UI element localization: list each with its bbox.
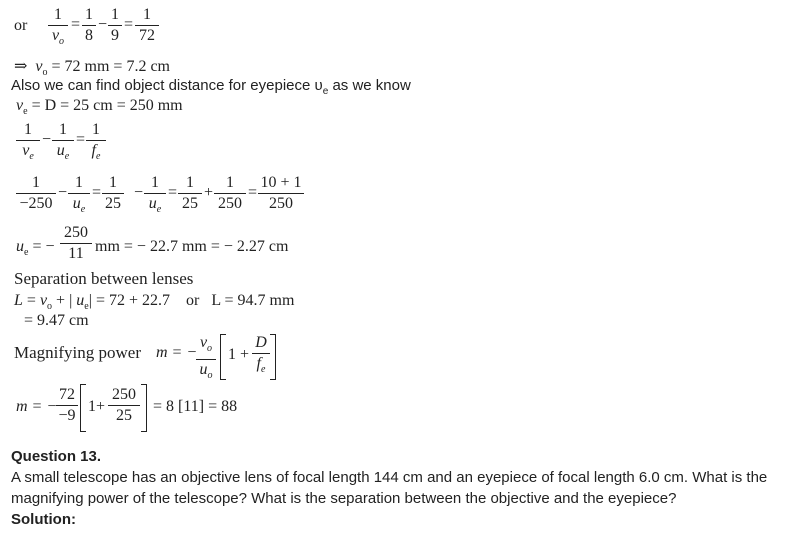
- object-distance-sentence: Also we can find object distance for eyepiece $\upsilon_e$ as we know: [11, 77, 411, 97]
- fraction-250-over-11: 250 11: [60, 224, 92, 263]
- m-result: = 8 [11] = 88: [153, 398, 238, 415]
- fraction-1-over-fe: 1 $f_e$: [86, 121, 106, 166]
- magnifying-power-heading: Magnifying power: [14, 343, 142, 362]
- fraction-1-over-ve: 1 $v_e$: [16, 121, 40, 166]
- fraction-1-over-ue-3: 1 $u_e$: [144, 174, 166, 219]
- fraction-1-over-9: 1 9: [108, 6, 122, 45]
- fraction-250-over-25: 250 25: [108, 386, 140, 425]
- vo-result: ⇒ $v_o = 72$ mm = 7.2 cm: [14, 58, 170, 79]
- fraction-1-over-ue: 1 $u_e$: [52, 121, 74, 166]
- separation-heading: Separation between lenses: [14, 269, 194, 288]
- m-lhs-2: m = −: [16, 398, 58, 415]
- m-lhs: m = −: [156, 344, 198, 361]
- ue-result: mm = − 22.7 mm = − 2.27 cm: [95, 238, 289, 255]
- ue-lhs: $u_e$ = −: [16, 238, 55, 259]
- fraction-1-over-72: 1 72: [135, 6, 159, 45]
- solution-label: Solution:: [11, 511, 76, 528]
- separation-cm: = 9.47 cm: [24, 312, 89, 329]
- fraction-72-over-minus9: 72 −9: [56, 386, 78, 425]
- fraction-11-over-250: 10 + 1 250: [258, 174, 304, 213]
- fraction-1-over-25-b: 1 25: [178, 174, 202, 213]
- question-text-line-1: A small telescope has an objective lens of focal length 144 cm and an eyepiece of focal length 6.0 cm. What is the: [11, 469, 768, 486]
- question-title: Question 13.: [11, 448, 102, 465]
- fraction-vo-over-uo: $v_o$ $u_o$: [196, 334, 216, 385]
- fraction-1-over-25: 1 25: [102, 174, 124, 213]
- separation-equation: $L = v_o$ + | $u_e| = 72 + 22.7$ or L = 94.7 mm: [14, 292, 295, 313]
- fraction-1-over-minus250: 1 −250: [16, 174, 56, 213]
- ve-equation: $v_e = D = 25$ cm = 250 mm: [16, 97, 183, 118]
- fraction-1-over-250: 1 250: [214, 174, 246, 213]
- or-word: or: [14, 17, 28, 34]
- fraction-1-over-8: 1 8: [82, 6, 96, 45]
- fraction-1-over-vo: 1 $v_o$: [48, 6, 68, 51]
- fraction-1-over-ue-2: 1 $u_e$: [68, 174, 90, 219]
- fraction-D-over-fe: D $f_e$: [252, 334, 270, 379]
- question-text-line-2: magnifying power of the telescope? What is the separation between the objective and the eyepiece?: [11, 490, 677, 507]
